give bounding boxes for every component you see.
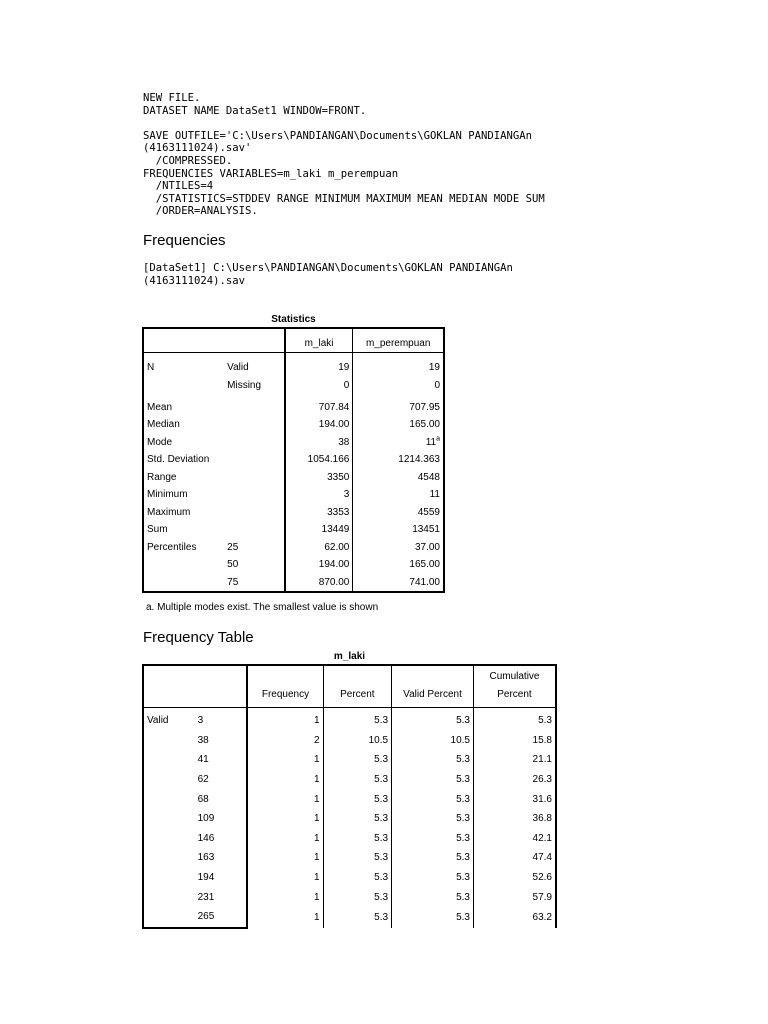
frequency-row <box>143 750 556 770</box>
cumulative-percent-cell: 42.1 <box>473 829 556 849</box>
frequency-row <box>143 887 556 907</box>
statistic-label: Minimum <box>147 489 188 501</box>
statistic-value-text: 165.00 <box>409 559 440 571</box>
frequency-row <box>143 907 556 928</box>
cumulative-percent-cell: 57.9 <box>473 887 556 907</box>
statistic-sublabel <box>224 451 285 469</box>
group-label <box>143 848 195 868</box>
cumulative-percent-cell: 63.2 <box>473 907 556 928</box>
cumulative-percent-cell: 31.6 <box>473 789 556 809</box>
value-label: 41 <box>197 754 209 766</box>
statistic-sublabel: 25 <box>227 541 239 553</box>
statistic-sublabel <box>224 469 285 487</box>
statistic-value-m-laki: 19 <box>285 353 353 378</box>
statistic-label: Median <box>147 419 180 431</box>
statistic-value-m-perempuan <box>353 377 444 399</box>
statistics-row <box>143 539 444 557</box>
statistic-value-m-laki: 870.00 <box>285 574 353 593</box>
frequency-cell: 1 <box>247 750 323 770</box>
group-label <box>143 829 195 849</box>
header-stub <box>224 328 285 353</box>
frequency-cell: 1 <box>247 708 323 731</box>
syntax-log <box>143 92 545 218</box>
frequency-header-row <box>143 665 556 708</box>
statistic-value-m-perempuan <box>353 521 444 539</box>
percent-cell: 5.3 <box>323 868 391 888</box>
statistic-value-m-laki: 3353 <box>285 504 353 522</box>
statistic-value-m-perempuan <box>353 486 444 504</box>
value-label: 109 <box>197 813 215 825</box>
value-label: 265 <box>195 907 248 928</box>
statistics-row <box>143 469 444 487</box>
statistic-value-text: 0 <box>434 380 440 392</box>
frequencies-heading: Frequencies <box>143 232 226 249</box>
frequency-cell: 1 <box>247 887 323 907</box>
statistic-value-m-perempuan <box>353 556 444 574</box>
frequency-cell: 1 <box>247 809 323 829</box>
statistic-label: Std. Deviation <box>147 454 210 466</box>
statistic-value-m-laki: 194.00 <box>285 556 353 574</box>
frequency-cell: 1 <box>247 770 323 790</box>
valid-percent-cell: 5.3 <box>392 809 474 829</box>
statistic-label: Range <box>147 471 177 483</box>
syntax-line: SAVE OUTFILE='C:\Users\PANDIANGAN\Documents\GOKLAN PANDIANGAn <box>143 129 533 142</box>
cumulative-percent-cell: 26.3 <box>473 770 556 790</box>
header-stub <box>195 665 248 708</box>
statistics-row <box>143 521 444 539</box>
frequency-row <box>143 809 556 829</box>
statistics-row <box>143 434 444 452</box>
frequency-cell: 1 <box>247 789 323 809</box>
statistic-value-m-laki: 3350 <box>285 469 353 487</box>
value-label: 163 <box>197 852 215 864</box>
dataset-line: [DataSet1] C:\Users\PANDIANGAN\Documents\GOKLAN PANDIANGAn <box>143 262 513 274</box>
syntax-line: /COMPRESSED. <box>143 154 233 167</box>
statistics-table <box>142 327 445 593</box>
statistic-value-m-laki: 62.00 <box>285 539 353 557</box>
group-label <box>143 809 195 829</box>
footnote-marker: a <box>436 435 440 443</box>
syntax-line: /ORDER=ANALYSIS. <box>143 205 258 218</box>
statistic-value-text: 37.00 <box>414 541 440 553</box>
valid-percent-cell: 5.3 <box>392 789 474 809</box>
valid-percent-cell: 5.3 <box>392 868 474 888</box>
syntax-line: (4163111024).sav' <box>143 142 252 155</box>
group-label: Valid <box>147 715 169 727</box>
percent-cell: 5.3 <box>323 708 391 731</box>
syntax-line: FREQUENCIES VARIABLES=m_laki m_perempuan <box>143 167 399 180</box>
statistics-row <box>143 353 444 378</box>
column-header-valid-percent: Valid Percent <box>392 665 474 708</box>
statistic-value-m-perempuan <box>353 574 444 593</box>
statistic-value-text: 19 <box>428 361 440 373</box>
column-header-percent: Percent <box>323 665 391 708</box>
statistic-sublabel <box>224 486 285 504</box>
statistics-row <box>143 451 444 469</box>
cumulative-percent-cell: 52.6 <box>473 868 556 888</box>
frequency-cell: 2 <box>247 731 323 751</box>
frequency-row <box>143 829 556 849</box>
statistic-sublabel <box>224 521 285 539</box>
group-label <box>143 868 195 888</box>
column-header-frequency: Frequency <box>247 665 323 708</box>
frequency-row <box>143 731 556 751</box>
cumulative-percent-cell: 47.4 <box>473 848 556 868</box>
statistic-value-m-laki: 707.84 <box>285 399 353 417</box>
statistic-sublabel <box>224 434 285 452</box>
group-label <box>143 731 195 751</box>
group-label <box>143 770 195 790</box>
statistic-value-text: 4559 <box>417 506 440 518</box>
statistic-value-m-laki: 0 <box>285 377 353 399</box>
group-label <box>143 907 195 928</box>
statistic-sublabel: 75 <box>227 576 239 588</box>
value-label: 231 <box>197 891 215 903</box>
frequency-row <box>143 770 556 790</box>
frequency-cell: 1 <box>247 848 323 868</box>
frequency-table-heading: Frequency Table <box>143 629 254 646</box>
statistic-label <box>143 574 224 593</box>
statistic-label: N <box>147 361 155 373</box>
value-label: 146 <box>197 832 215 844</box>
percent-cell: 5.3 <box>323 809 391 829</box>
statistic-value-m-perempuan <box>353 434 444 452</box>
cumulative-percent-cell: 5.3 <box>473 708 556 731</box>
cumulative-percent-cell: 21.1 <box>473 750 556 770</box>
statistic-value-m-laki: 38 <box>285 434 353 452</box>
statistic-label: Sum <box>147 524 168 536</box>
column-header-m-perempuan: m_perempuan <box>353 328 444 353</box>
percent-cell: 10.5 <box>323 731 391 751</box>
statistic-sublabel: 50 <box>227 559 239 571</box>
valid-percent-cell: 5.3 <box>392 887 474 907</box>
statistic-sublabel: Valid <box>227 361 249 373</box>
statistic-label <box>143 556 224 574</box>
percent-cell: 5.3 <box>323 907 391 928</box>
statistics-row <box>143 377 444 399</box>
syntax-line: /STATISTICS=STDDEV RANGE MINIMUM MAXIMUM MEAN MEDIAN MODE SUM <box>143 192 545 205</box>
column-header-m-laki: m_laki <box>285 328 353 353</box>
statistic-value-m-perempuan <box>353 504 444 522</box>
statistic-value-text: 707.95 <box>409 401 440 413</box>
statistic-label: Mean <box>147 401 173 413</box>
header-stub <box>143 328 224 353</box>
statistic-label <box>143 377 224 399</box>
valid-percent-cell: 10.5 <box>392 731 474 751</box>
statistics-row <box>143 416 444 434</box>
statistic-value-text: 741.00 <box>409 576 440 588</box>
statistics-row <box>143 556 444 574</box>
cumulative-percent-cell: 15.8 <box>473 731 556 751</box>
frequency-row <box>143 789 556 809</box>
valid-percent-cell: 5.3 <box>392 750 474 770</box>
frequency-cell: 1 <box>247 868 323 888</box>
statistic-sublabel <box>224 399 285 417</box>
syntax-line: DATASET NAME DataSet1 WINDOW=FRONT. <box>143 104 367 117</box>
value-label: 3 <box>197 715 204 727</box>
statistic-value-m-perempuan <box>353 416 444 434</box>
cumulative-header-bottom: Percent <box>497 689 532 700</box>
statistic-value-m-laki: 13449 <box>285 521 353 539</box>
percent-cell: 5.3 <box>323 770 391 790</box>
percent-cell: 5.3 <box>323 887 391 907</box>
percent-cell: 5.3 <box>323 789 391 809</box>
statistic-value-m-perempuan <box>353 451 444 469</box>
valid-percent-cell: 5.3 <box>392 907 474 928</box>
statistic-sublabel: Missing <box>227 380 262 392</box>
frequency-row <box>143 708 556 731</box>
statistics-header-row <box>143 328 444 353</box>
value-label: 194 <box>197 872 215 884</box>
frequency-cell: 1 <box>247 907 323 928</box>
percent-cell: 5.3 <box>323 848 391 868</box>
statistic-value-m-perempuan <box>353 353 444 378</box>
statistic-value-m-perempuan <box>353 469 444 487</box>
frequency-row <box>143 868 556 888</box>
statistics-row <box>143 399 444 417</box>
statistic-label: Percentiles <box>147 541 197 553</box>
frequency-cell: 1 <box>247 829 323 849</box>
frequency-table <box>142 664 557 929</box>
statistic-value-m-laki: 1054.166 <box>285 451 353 469</box>
valid-percent-cell: 5.3 <box>392 770 474 790</box>
statistic-value-text: 165.00 <box>409 419 440 431</box>
statistics-row <box>143 486 444 504</box>
statistics-row <box>143 504 444 522</box>
statistic-value-m-perempuan <box>353 539 444 557</box>
dataset-path <box>143 262 513 287</box>
statistic-value-text: 13451 <box>412 524 440 536</box>
group-label <box>143 887 195 907</box>
cumulative-header-top: Cumulative <box>489 671 540 682</box>
header-stub <box>143 665 195 708</box>
statistic-value-m-perempuan <box>353 399 444 417</box>
group-label <box>143 789 195 809</box>
statistics-footnote: a. Multiple modes exist. The smallest value is shown <box>146 602 379 613</box>
statistic-label: Maximum <box>147 506 191 518</box>
percent-cell: 5.3 <box>323 829 391 849</box>
column-header-cumulative-percent <box>473 665 556 708</box>
cumulative-percent-cell: 36.8 <box>473 809 556 829</box>
valid-percent-cell: 5.3 <box>392 708 474 731</box>
valid-percent-cell: 5.3 <box>392 848 474 868</box>
value-label: 62 <box>197 774 209 786</box>
statistics-row <box>143 574 444 593</box>
statistic-value-text: 11 <box>425 436 437 448</box>
dataset-line: (4163111024).sav <box>143 274 246 287</box>
syntax-line: NEW FILE. <box>143 92 201 104</box>
statistic-label: Mode <box>147 436 173 448</box>
statistic-value-m-laki: 194.00 <box>285 416 353 434</box>
statistic-value-text: 11 <box>429 489 440 501</box>
statistic-value-m-laki: 3 <box>285 486 353 504</box>
syntax-line: /NTILES=4 <box>143 180 214 193</box>
statistic-value-text: 1214.363 <box>398 454 440 466</box>
frequency-table-title: m_laki <box>333 651 366 662</box>
statistics-table-title: Statistics <box>271 314 316 325</box>
statistic-sublabel <box>224 416 285 434</box>
frequency-row <box>143 848 556 868</box>
group-label <box>143 750 195 770</box>
value-label: 38 <box>197 734 209 746</box>
value-label: 68 <box>197 793 209 805</box>
valid-percent-cell: 5.3 <box>392 829 474 849</box>
statistic-sublabel <box>224 504 285 522</box>
statistic-value-text: 4548 <box>417 471 440 483</box>
percent-cell: 5.3 <box>323 750 391 770</box>
